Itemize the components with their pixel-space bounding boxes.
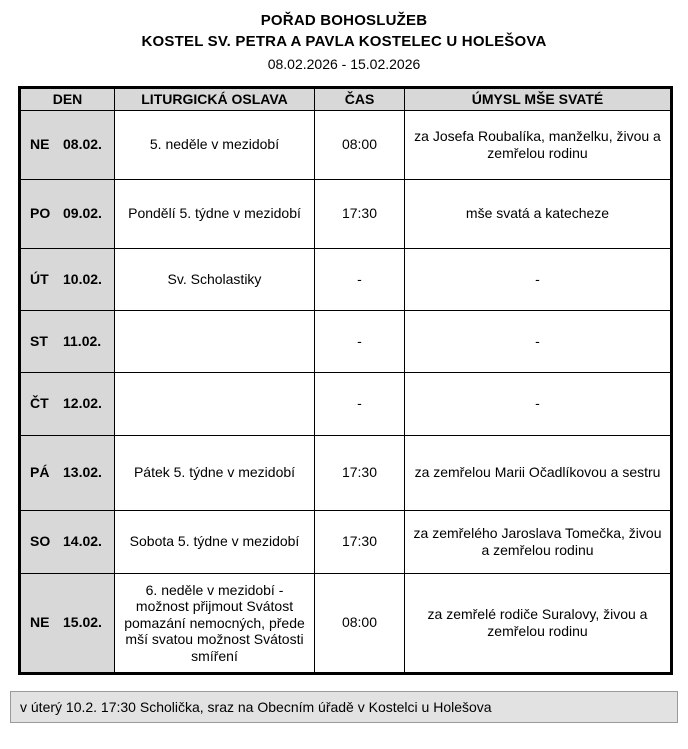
celebration-cell: Sv. Scholastiky — [115, 249, 315, 311]
day-cell — [20, 180, 115, 249]
day-cell — [20, 111, 115, 180]
celebration-cell: 6. neděle v mezidobí - možnost přijmout Svátost pomazání nemocných, přede mší svatou možnost Svátosti smíření — [115, 574, 315, 674]
day-abbreviation: ČT — [30, 395, 49, 412]
intention-cell: za zemřelé rodiče Suralovy, živou a zemřelou rodinu — [405, 574, 672, 674]
intention-cell: za zemřelého Jaroslava Tomečka, živou a zemřelou rodinu — [405, 511, 672, 574]
day-date: 09.02. — [63, 205, 102, 222]
table-row — [20, 180, 672, 249]
day-cell — [20, 511, 115, 574]
time-cell: - — [315, 373, 405, 436]
day-abbreviation: PO — [30, 205, 51, 222]
day-date: 12.02. — [63, 395, 102, 412]
time-cell: 08:00 — [315, 111, 405, 180]
day-cell — [20, 249, 115, 311]
time-cell: - — [315, 249, 405, 311]
celebration-cell — [115, 311, 315, 373]
intention-cell: za Josefa Roubalíka, manželku, živou a zemřelou rodinu — [405, 111, 672, 180]
day-date: 14.02. — [63, 533, 102, 550]
column-header-den: DEN — [20, 88, 115, 111]
church-name: KOSTEL SV. PETRA A PAVLA KOSTELEC U HOLEŠOVA — [141, 33, 547, 50]
day-date: 11.02. — [63, 332, 102, 349]
table-row — [20, 574, 672, 674]
intention-cell: za zemřelou Marii Očadlíkovou a sestru — [405, 436, 672, 511]
document-header — [0, 0, 688, 72]
intention-cell: - — [405, 249, 672, 311]
footer-note — [10, 691, 678, 723]
day-cell — [20, 373, 115, 436]
celebration-cell: 5. neděle v mezidobí — [115, 111, 315, 180]
day-date: 13.02. — [63, 464, 102, 481]
table-row — [20, 311, 672, 373]
day-cell — [20, 574, 115, 674]
intention-cell: - — [405, 373, 672, 436]
day-abbreviation: ST — [30, 332, 48, 349]
celebration-cell — [115, 373, 315, 436]
table-row — [20, 373, 672, 436]
time-cell: 17:30 — [315, 511, 405, 574]
celebration-cell: Pátek 5. týdne v mezidobí — [115, 436, 315, 511]
day-date: 08.02. — [63, 136, 102, 153]
day-abbreviation: NE — [30, 614, 50, 631]
schedule-table — [18, 86, 673, 675]
column-header-cas: ČAS — [315, 88, 405, 111]
day-date: 15.02. — [63, 614, 102, 631]
day-abbreviation: ÚT — [30, 270, 49, 287]
day-date: 10.02. — [63, 270, 102, 287]
day-abbreviation: PÁ — [30, 464, 50, 481]
table-header-row — [20, 88, 672, 111]
table-row — [20, 511, 672, 574]
table-row — [20, 436, 672, 511]
celebration-cell: Pondělí 5. týdne v mezidobí — [115, 180, 315, 249]
time-cell: 17:30 — [315, 180, 405, 249]
time-cell: 08:00 — [315, 574, 405, 674]
column-header-umysl: ÚMYSL MŠE SVATÉ — [405, 88, 672, 111]
table-row — [20, 111, 672, 180]
footer-note-text: v úterý 10.2. 17:30 Scholička, sraz na Obecním úřadě v Kostelci u Holešova — [20, 699, 492, 715]
day-abbreviation: SO — [30, 533, 51, 550]
time-cell: - — [315, 311, 405, 373]
column-header-liturgicka-oslava: LITURGICKÁ OSLAVA — [115, 88, 315, 111]
intention-cell: - — [405, 311, 672, 373]
intention-cell: mše svatá a katecheze — [405, 180, 672, 249]
day-cell — [20, 436, 115, 511]
day-cell — [20, 311, 115, 373]
time-cell: 17:30 — [315, 436, 405, 511]
table-row — [20, 249, 672, 311]
celebration-cell: Sobota 5. týdne v mezidobí — [115, 511, 315, 574]
document-title: POŘAD BOHOSLUŽEB — [260, 12, 428, 29]
date-range: 08.02.2026 - 15.02.2026 — [267, 56, 421, 72]
day-abbreviation: NE — [30, 136, 50, 153]
